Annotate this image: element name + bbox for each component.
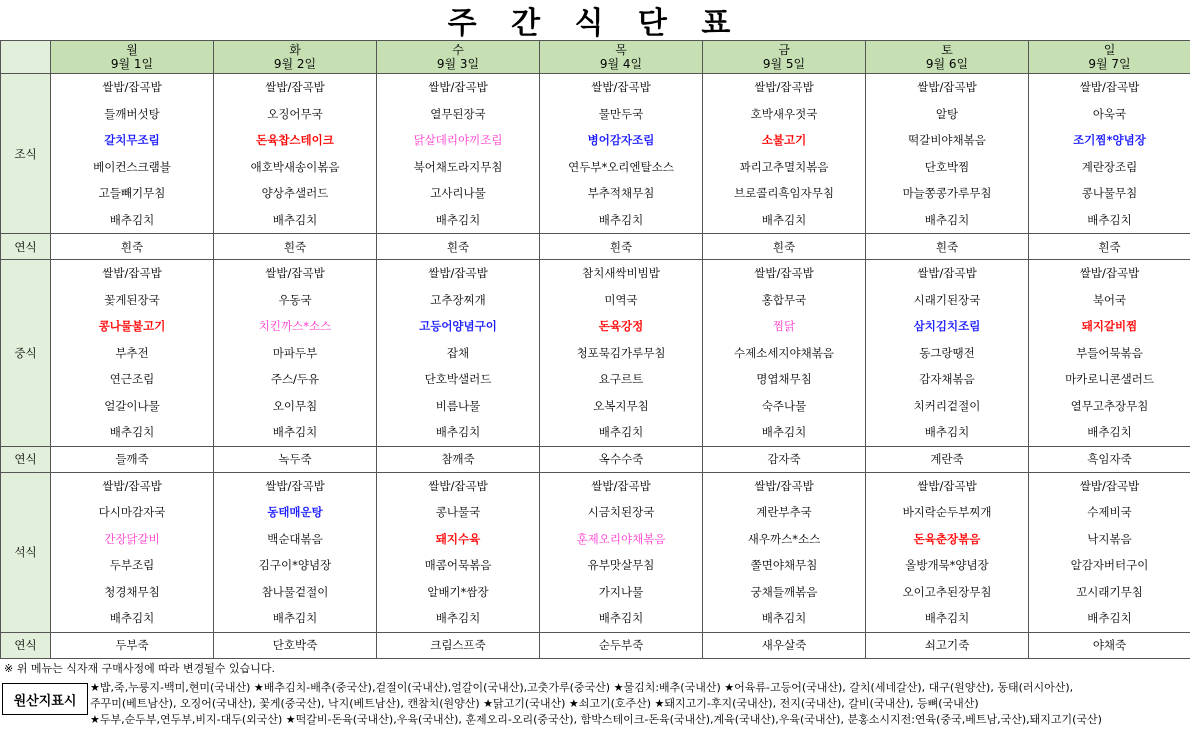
day-header (1029, 41, 1190, 74)
menu-item: 배추김치 (272, 425, 318, 439)
menu-item: 배추김치 (924, 611, 970, 625)
menu-item: 다시마감자국 (98, 505, 166, 519)
snack-cell: 녹두죽 (214, 446, 377, 472)
snack-cell: 순두부죽 (540, 632, 703, 658)
menu-item: 들깨버섯탕 (104, 106, 160, 121)
day-header (51, 41, 214, 74)
menu-item: 매콤어묵볶음 (424, 558, 492, 572)
menu-item: 알배기*쌈장 (427, 584, 489, 599)
menu-item: 감자채볶음 (919, 372, 975, 386)
menu-item: 올방개묵*양념장 (905, 558, 989, 572)
menu-item: 배추김치 (761, 212, 807, 227)
menu-cell (377, 74, 540, 234)
day-date: 9월 4일 (599, 57, 643, 71)
meal-row (1, 472, 1190, 632)
meal-label: 석식 (1, 472, 51, 632)
menu-item: 시래기된장국 (913, 292, 981, 307)
menu-item: 치킨까스*소스 (258, 319, 332, 333)
menu-item: 오복지무침 (593, 398, 649, 413)
menu-cell (51, 74, 214, 234)
menu-item: 얼갈이나물 (104, 398, 160, 413)
menu-item: 떡갈비야채볶음 (908, 133, 986, 147)
menu-item: 조기찜*양념장 (1073, 133, 1146, 147)
menu-item: 쌀밥/잡곡밥 (917, 478, 977, 493)
menu-item: 쌀밥/잡곡밥 (428, 478, 488, 493)
menu-item: 열무된장국 (430, 106, 486, 121)
origin-line: ★두부,순두부,연두부,비지-대두(외국산) ★떡갈비-돈육(국내산),우육(국내산), 훈제오리-오리(중국산), 함박스테이크-돈육(국내산),계육(국내산),우육(국내산), 분홍소시지전:연육(중국,베트남,국산),돼지고기(국산) (90, 713, 1102, 726)
menu-item: 쫄면야채무침 (750, 558, 818, 572)
day-name: 일 (1103, 43, 1116, 57)
menu-item: 배추김치 (761, 611, 807, 625)
menu-item: 고추장찌개 (430, 292, 486, 307)
menu-item: 쌀밥/잡곡밥 (1079, 478, 1140, 493)
menu-item: 쌀밥/잡곡밥 (102, 80, 162, 94)
menu-item: 콩나물불고기 (98, 319, 166, 333)
menu-item: 바지락순두부찌개 (902, 505, 992, 519)
menu-item: 수제소세지야채볶음 (734, 345, 834, 360)
menu-item: 간장닭갈비 (104, 531, 160, 546)
snack-row (1, 446, 1190, 472)
menu-item: 명엽채무침 (756, 372, 812, 386)
menu-cell (703, 472, 866, 632)
snack-cell: 흰죽 (540, 234, 703, 260)
menu-item: 돼지갈비찜 (1081, 319, 1138, 333)
menu-cell (1029, 74, 1190, 234)
menu-item: 단호박찜 (924, 159, 970, 174)
meal-row (1, 260, 1190, 447)
menu-item: 쌀밥/잡곡밥 (754, 266, 814, 280)
menu-item: 배추김치 (761, 425, 807, 439)
menu-item: 가지나물 (598, 584, 644, 599)
menu-item: 배추김치 (109, 212, 155, 227)
menu-item: 쌀밥/잡곡밥 (265, 80, 325, 94)
menu-item: 쌀밥/잡곡밥 (917, 80, 977, 94)
menu-item: 소불고기 (761, 133, 807, 147)
menu-item: 돼지수육 (435, 531, 481, 546)
menu-item: 쌀밥/잡곡밥 (265, 478, 325, 493)
menu-item: 부추전 (115, 345, 149, 360)
menu-item: 궁채들깨볶음 (750, 584, 818, 599)
menu-item: 배추김치 (924, 212, 970, 227)
menu-item: 배추김치 (272, 611, 318, 625)
snack-cell: 감자죽 (703, 446, 866, 472)
menu-item: 우동국 (278, 292, 312, 307)
day-header (866, 41, 1029, 74)
menu-cell (866, 74, 1029, 234)
menu-item: 쌀밥/잡곡밥 (428, 266, 488, 280)
menu-item: 배추김치 (1087, 212, 1132, 227)
menu-cell (377, 472, 540, 632)
meal-label: 중식 (1, 260, 51, 447)
menu-item: 참나물겉절이 (261, 584, 329, 599)
menu-item: 숙주나물 (761, 398, 807, 413)
day-date: 9월 5일 (762, 57, 806, 71)
snack-cell: 흰죽 (214, 234, 377, 260)
menu-cell (866, 260, 1029, 447)
menu-cell (703, 260, 866, 447)
menu-item: 마늘쫑콩가루무침 (902, 186, 992, 200)
menu-item: 아욱국 (1092, 106, 1127, 121)
menu-item: 새우까스*소스 (747, 531, 821, 546)
menu-item: 비름나물 (435, 398, 481, 413)
menu-cell (51, 260, 214, 447)
menu-item: 북어국 (1092, 292, 1127, 307)
snack-cell: 단호박죽 (214, 632, 377, 658)
snack-cell: 흰죽 (377, 234, 540, 260)
menu-item: 쌀밥/잡곡밥 (591, 80, 651, 94)
menu-item: 계란장조림 (1081, 159, 1138, 174)
menu-item: 동그랑땡전 (919, 345, 975, 360)
menu-item: 쌀밥/잡곡밥 (265, 266, 325, 280)
day-header (214, 41, 377, 74)
menu-item: 쌀밥/잡곡밥 (917, 266, 977, 280)
menu-item: 열무고추장무침 (1070, 398, 1149, 413)
menu-item: 홍합무국 (761, 292, 807, 307)
menu-item: 찜닭 (772, 319, 796, 333)
snack-cell: 흰죽 (703, 234, 866, 260)
menu-item: 꼬시래기무침 (1076, 584, 1143, 599)
menu-item: 쌀밥/잡곡밥 (102, 478, 162, 493)
menu-item: 동태매운탕 (267, 505, 323, 519)
menu-item: 참치새싹비빔밥 (582, 266, 660, 280)
menu-item: 마카로니콘샐러드 (1065, 372, 1154, 386)
day-name: 목 (615, 43, 627, 57)
day-date: 9월 3일 (436, 57, 480, 71)
menu-item: 브로콜리흑임자무침 (734, 186, 834, 200)
menu-item: 배추김치 (272, 212, 318, 227)
day-name: 화 (289, 43, 301, 57)
menu-item: 쌀밥/잡곡밥 (1079, 80, 1140, 94)
menu-item: 오이고추된장무침 (902, 584, 992, 599)
menu-item: 마파두부 (272, 345, 318, 360)
snack-cell: 흰죽 (1029, 234, 1190, 260)
menu-item: 배추김치 (109, 425, 155, 439)
menu-item: 요구르트 (598, 372, 644, 386)
menu-cell (703, 74, 866, 234)
menu-item: 배추김치 (1087, 425, 1132, 439)
day-name: 토 (941, 43, 953, 57)
menu-cell (540, 74, 703, 234)
menu-cell (214, 260, 377, 447)
menu-item: 배추김치 (435, 425, 481, 439)
snack-cell: 새우살죽 (703, 632, 866, 658)
menu-item: 돈육춘장볶음 (913, 531, 981, 546)
menu-item: 청포묵김가루무침 (576, 345, 666, 360)
menu-item: 배추김치 (598, 425, 644, 439)
menu-cell (377, 260, 540, 447)
corner-cell (1, 41, 51, 74)
menu-item: 콩나물무침 (1081, 186, 1138, 200)
menu-item: 꽈리고추멸치볶음 (739, 159, 829, 174)
menu-item: 계란부추국 (756, 505, 812, 519)
menu-item: 주스/두유 (270, 372, 320, 386)
menu-body (1, 74, 1190, 659)
menu-item: 낙지볶음 (1087, 531, 1132, 546)
snack-cell: 크림스프죽 (377, 632, 540, 658)
menu-item: 쌀밥/잡곡밥 (102, 266, 162, 280)
menu-item: 쌀밥/잡곡밥 (428, 80, 488, 94)
menu-item: 알감자버터구이 (1070, 558, 1149, 572)
snack-row (1, 234, 1190, 260)
origin-line: ★밥,죽,누룽지-백미,현미(국내산) ★배추김치-배추(중국산),겉절이(국내산),얼갈이(국내산),고춧가루(중국산) ★물김치:배추(국내산) ★어육류-고등어(국내산), 갈치(세네갈산), 대구(원양산), 동태(러시아산), (90, 681, 1074, 694)
menu-item: 닭살데리야끼조림 (413, 133, 503, 147)
menu-cell (214, 472, 377, 632)
snack-cell: 흰죽 (866, 234, 1029, 260)
menu-item: 돈육찹스테이크 (256, 133, 334, 147)
menu-change-note: ※ 위 메뉴는 식자재 구매사정에 따라 변경될수 있습니다. (4, 662, 275, 675)
menu-item: 베이컨스크램블 (93, 159, 171, 174)
snack-cell: 흑임자죽 (1029, 446, 1190, 472)
menu-item: 쌀밥/잡곡밥 (591, 478, 651, 493)
menu-item: 삼치김치조림 (913, 319, 981, 333)
snack-cell: 야채죽 (1029, 632, 1190, 658)
snack-cell: 들깨죽 (51, 446, 214, 472)
weekly-menu-table (0, 40, 1190, 659)
menu-cell (540, 260, 703, 447)
menu-item: 양상추샐러드 (261, 186, 329, 200)
menu-item: 갈치무조림 (104, 133, 160, 147)
menu-item: 호박새우젓국 (750, 106, 818, 121)
meal-label: 연식 (1, 234, 51, 260)
menu-item: 고등어양념구이 (419, 319, 497, 333)
menu-item: 유부맛살무침 (587, 558, 655, 572)
menu-item: 배추김치 (1087, 611, 1132, 625)
menu-item: 배추김치 (598, 212, 644, 227)
meal-label: 조식 (1, 74, 51, 234)
day-date: 9월 7일 (1088, 57, 1131, 71)
day-name: 수 (452, 43, 464, 57)
menu-item: 단호박샐러드 (424, 372, 492, 386)
menu-item: 쌀밥/잡곡밥 (754, 80, 814, 94)
menu-item: 콩나물국 (435, 505, 481, 519)
page-title: 주 간 식 단 표 (447, 6, 743, 41)
menu-item: 배추김치 (598, 611, 644, 625)
menu-item: 수제비국 (1087, 505, 1132, 519)
menu-item: 고사리나물 (430, 186, 486, 200)
menu-cell (51, 472, 214, 632)
day-date: 9월 6일 (925, 57, 969, 71)
menu-item: 오이무침 (272, 398, 318, 413)
day-header (377, 41, 540, 74)
menu-item: 연근조림 (109, 372, 155, 386)
meal-label: 연식 (1, 446, 51, 472)
origin-label: 원산지표시 (2, 683, 88, 715)
snack-cell: 두부죽 (51, 632, 214, 658)
menu-item: 백순대볶음 (267, 531, 323, 546)
day-date: 9월 2일 (273, 57, 317, 71)
menu-item: 애호박새송이볶음 (250, 159, 340, 174)
day-header (703, 41, 866, 74)
menu-item: 치커리겉절이 (913, 398, 981, 413)
menu-item: 시금치된장국 (587, 505, 655, 519)
origin-line: 주꾸미(베트남산), 오징어(국내산), 꽃게(중국산), 낙지(베트남산), 캔참치(원양산) ★닭고기(국내산) ★쇠고기(호주산) ★돼지고기-후지(국내산), 전지(국내산), 갈비(국내산), 등뼈(국내산) (90, 697, 979, 710)
menu-item: 알탕 (935, 106, 959, 121)
menu-item: 김구이*양념장 (258, 558, 332, 572)
snack-cell: 옥수수죽 (540, 446, 703, 472)
menu-cell (1029, 260, 1190, 447)
snack-cell: 쇠고기죽 (866, 632, 1029, 658)
snack-row (1, 632, 1190, 658)
menu-item: 쌀밥/잡곡밥 (754, 478, 814, 493)
menu-item: 고들빼기무침 (98, 186, 166, 200)
menu-item: 병어감자조림 (587, 133, 655, 147)
snack-cell: 흰죽 (51, 234, 214, 260)
menu-item: 연두부*오리엔탈소스 (568, 159, 674, 174)
snack-cell: 참깨죽 (377, 446, 540, 472)
menu-item: 물만두국 (598, 106, 644, 121)
menu-item: 쌀밥/잡곡밥 (1079, 266, 1140, 280)
menu-cell (1029, 472, 1190, 632)
menu-item: 청경채무침 (104, 584, 160, 599)
menu-item: 배추김치 (109, 611, 155, 625)
menu-item: 두부조림 (109, 558, 155, 572)
menu-item: 북어채도라지무침 (413, 159, 503, 174)
menu-cell (866, 472, 1029, 632)
day-date: 9월 1일 (110, 57, 154, 71)
menu-item: 잡채 (446, 345, 470, 360)
menu-item: 돈육강정 (598, 319, 644, 333)
menu-cell (540, 472, 703, 632)
meal-label: 연식 (1, 632, 51, 658)
menu-item: 부추적채무침 (587, 186, 655, 200)
meal-row (1, 74, 1190, 234)
menu-item: 훈제오리야채볶음 (576, 531, 666, 546)
menu-item: 미역국 (604, 292, 638, 307)
menu-cell (214, 74, 377, 234)
menu-item: 오징어무국 (267, 106, 323, 121)
day-name: 금 (778, 43, 790, 57)
day-name: 월 (126, 43, 138, 57)
menu-item: 꽃게된장국 (104, 292, 160, 307)
snack-cell: 계란죽 (866, 446, 1029, 472)
day-header-row (1, 41, 1190, 74)
day-header (540, 41, 703, 74)
menu-item: 배추김치 (435, 611, 481, 625)
menu-item: 배추김치 (924, 425, 970, 439)
menu-item: 부들어묵볶음 (1076, 345, 1143, 360)
menu-item: 배추김치 (435, 212, 481, 227)
origin-info (90, 680, 1188, 728)
